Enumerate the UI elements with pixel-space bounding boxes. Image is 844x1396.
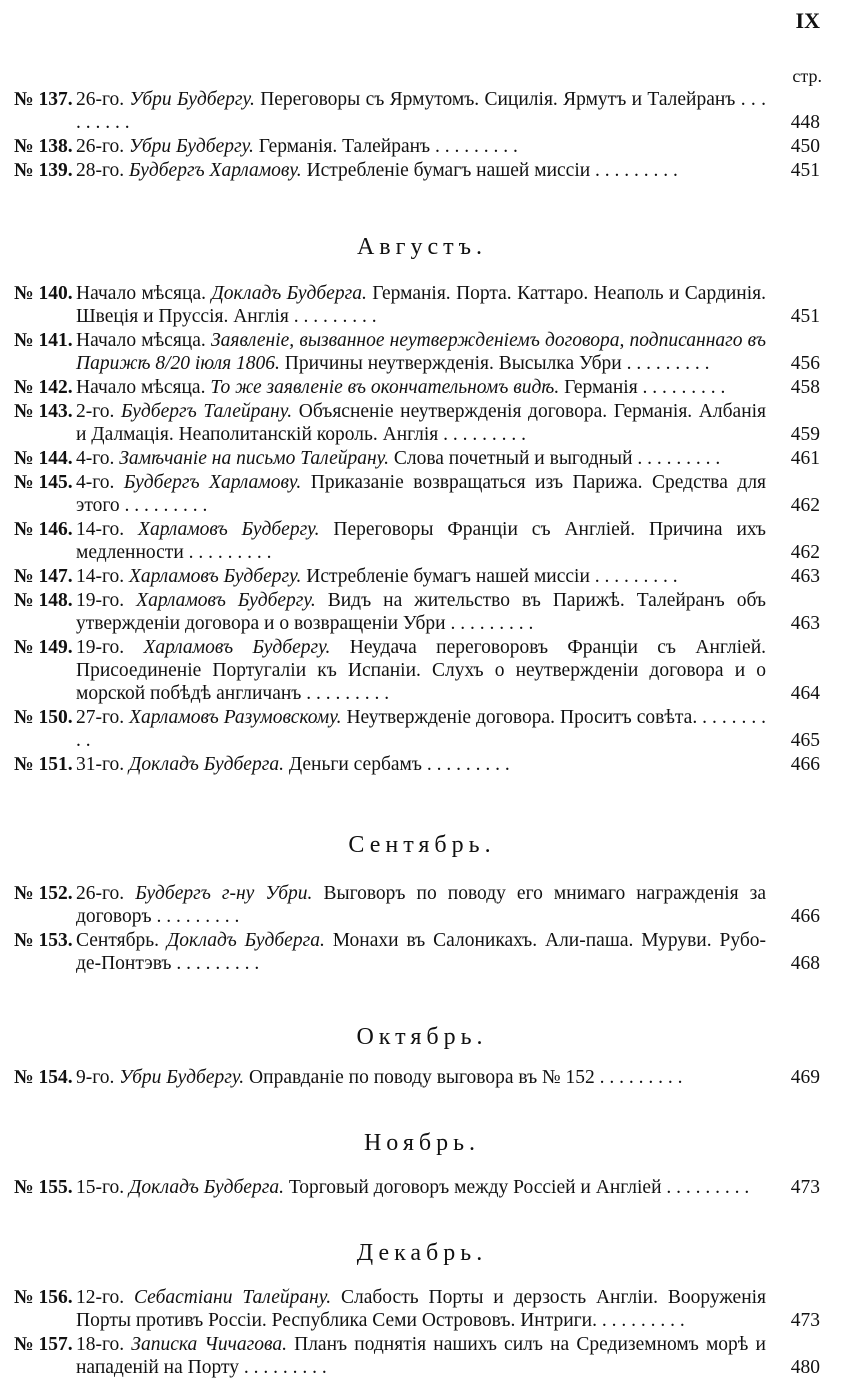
- month-heading: Сентябрь.: [348, 832, 496, 858]
- entry-date: 2-го.: [76, 401, 115, 422]
- entry-title: То же заявленіе въ окончательномъ видѣ.: [210, 377, 560, 398]
- entry-leader-dots: . . . . . . . . .: [438, 424, 527, 445]
- entry-text: Неудача переговоровъ Франціи съ Англіей. Присоединеніе Португаліи къ Испаніи. Слухъ о неутвержденіи договора и о морской побѣдѣ англичанъ: [76, 637, 767, 704]
- entry-leader-dots: . . . . . . . . .: [421, 754, 510, 775]
- entry-leader-dots: . . . . . . . . .: [119, 495, 208, 516]
- entry-text: Монахи въ Салоникахъ. Али-паша. Муруви. Рубо-де-Понтэвъ: [76, 930, 766, 974]
- entry-number: № 153.: [14, 930, 73, 951]
- entry-date: 9-го.: [76, 1067, 115, 1088]
- contents-entry: [0, 1286, 844, 1332]
- entry-text: Выговоръ по поводу его мнимаго награжденія за договоръ: [76, 883, 767, 927]
- entry-text: Истребленіе бумагъ нашей миссіи: [306, 160, 591, 181]
- entry-number: № 157.: [14, 1334, 73, 1355]
- entry-date: 19-го.: [76, 590, 125, 611]
- contents-entry: [0, 447, 844, 470]
- page-number: IX: [795, 8, 820, 33]
- entry-text: Слабость Порты и дерзость Англіи. Вооруженія Порты противъ Россіи. Республика Семи Острововъ. Интриги.: [76, 1287, 767, 1331]
- entry-date: 4-го.: [76, 472, 115, 493]
- contents-entry: [0, 753, 844, 776]
- contents-section: [0, 1176, 844, 1200]
- entry-text: Причины неутвержденія. Высылка Убри: [284, 353, 622, 374]
- entry-text: Торговый договоръ между Россіей и Англіей: [288, 1177, 662, 1198]
- entry-number: № 150.: [14, 707, 73, 728]
- entry-number: № 156.: [14, 1287, 73, 1308]
- entry-title: Харламовъ Будбергу.: [136, 590, 316, 611]
- entry-title: Будбергъ г-ну Убри.: [135, 883, 313, 904]
- entry-text: Видъ на жительство въ Парижѣ. Талейранъ объ утвержденіи договора и о возвращеніи Убри: [76, 590, 766, 634]
- month-heading: Ноябрь.: [363, 1130, 481, 1156]
- entry-page: 461: [790, 448, 820, 469]
- contents-entry: [0, 1176, 844, 1199]
- entry-text: Истребленіе бумагъ нашей миссіи: [306, 566, 590, 587]
- entry-page: 450: [790, 136, 820, 157]
- entry-text: Германія. Талейранъ: [258, 136, 431, 157]
- entry-text: Переговоры съ Ярмутомъ. Сицилія. Ярмутъ и Талейранъ: [260, 89, 736, 110]
- entry-leader-dots: . . . . . . . . .: [183, 542, 272, 563]
- entry-number: № 141.: [14, 330, 73, 351]
- entry-title: Докладъ Будберга.: [211, 283, 367, 304]
- entry-title: Убри Будбергу.: [129, 136, 254, 157]
- contents-entry: [0, 882, 844, 928]
- entry-page: 448: [790, 112, 820, 133]
- contents-entry: [0, 1333, 844, 1379]
- entry-text: Германія. Порта. Каттаро. Неаполь и Сардинія. Швеція и Пруссія. Англія: [76, 283, 767, 327]
- entry-page: 464: [790, 683, 820, 704]
- entry-leader-dots: . . . . . . . . .: [430, 136, 518, 157]
- contents-entry: [0, 135, 844, 158]
- contents-entry: [0, 565, 844, 588]
- entry-number: № 144.: [14, 448, 73, 469]
- entry-text: Деньги сербамъ: [288, 754, 422, 775]
- contents-entry: [0, 329, 844, 375]
- entry-date: 31-го.: [76, 754, 125, 775]
- entry-date: 26-го.: [76, 883, 125, 904]
- entry-number: № 151.: [14, 754, 73, 775]
- contents-section: [0, 88, 844, 183]
- entry-leader-dots: . . . . . . . . .: [76, 707, 767, 751]
- entry-page: 462: [790, 542, 820, 563]
- entry-text: Переговоры Франціи съ Англіей. Причина ихъ медленности: [76, 519, 767, 563]
- entry-leader-dots: . . . . . . . . .: [288, 306, 377, 327]
- entry-date: Сентябрь.: [76, 930, 160, 951]
- entry-number: № 149.: [14, 637, 73, 658]
- entry-leader-dots: . . . . . . . . .: [171, 953, 260, 974]
- contents-section: [0, 1286, 844, 1380]
- entry-number: № 140.: [14, 283, 73, 304]
- entry-number: № 155.: [14, 1177, 73, 1198]
- entry-text: Оправданіе по поводу выговора въ № 152: [249, 1067, 595, 1088]
- entry-date: 26-го.: [76, 89, 125, 110]
- entry-number: № 152.: [14, 883, 73, 904]
- entry-title: Докладъ Будберга.: [166, 930, 325, 951]
- entry-page: 462: [790, 495, 820, 516]
- entry-leader-dots: . . . . . . . . .: [594, 1067, 683, 1088]
- entry-title: Харламовъ Разумовскому.: [129, 707, 342, 728]
- contents-entry: [0, 929, 844, 975]
- page-column-label: стр.: [792, 66, 822, 86]
- entry-leader-dots: . . . . . . . . .: [661, 1177, 750, 1198]
- contents-entry: [0, 376, 844, 399]
- entry-date: Начало мѣсяца.: [76, 283, 206, 304]
- entry-title: Убри Будбергу.: [129, 89, 255, 110]
- entry-date: Начало мѣсяца.: [76, 330, 206, 351]
- contents-section: [0, 882, 844, 976]
- contents-entry: [0, 88, 844, 134]
- entry-text: Германія: [564, 377, 638, 398]
- entry-title: Заявленіе, вызванное неутвержденіемъ договора, подписаннаго въ Парижѣ 8/20 іюля 1806.: [76, 330, 766, 374]
- entry-page: 456: [790, 353, 820, 374]
- entry-number: № 146.: [14, 519, 73, 540]
- entry-page: 463: [790, 566, 820, 587]
- entry-date: 14-го.: [76, 566, 125, 587]
- contents-entry: [0, 471, 844, 517]
- contents-entry: [0, 159, 844, 182]
- entry-leader-dots: . . . . . . . . .: [632, 448, 721, 469]
- entry-title: Будбергъ Харламову.: [123, 472, 302, 493]
- contents-entry: [0, 636, 844, 705]
- entry-title: Харламовъ Будбергу.: [138, 519, 320, 540]
- month-heading: Декабрь.: [356, 1240, 488, 1266]
- entry-date: 27-го.: [76, 707, 125, 728]
- entry-number: № 142.: [14, 377, 73, 398]
- entry-date: 4-го.: [76, 448, 115, 469]
- entry-date: 12-го.: [76, 1287, 125, 1308]
- entry-leader-dots: . . . . . . . . .: [589, 566, 678, 587]
- entry-title: Убри Будбергу.: [119, 1067, 245, 1088]
- entry-number: № 154.: [14, 1067, 73, 1088]
- entry-page: 451: [790, 306, 820, 327]
- month-heading: Октябрь.: [356, 1024, 488, 1050]
- entry-date: 15-го.: [76, 1177, 125, 1198]
- entry-page: 480: [790, 1357, 820, 1378]
- contents-entry: [0, 1066, 844, 1089]
- entry-number: № 138.: [14, 136, 73, 157]
- entry-page: 466: [790, 754, 820, 775]
- entry-leader-dots: . . . . . . . . .: [301, 683, 390, 704]
- entry-title: Будбергъ Талейрану.: [121, 401, 293, 422]
- entry-title: Харламовъ Будбергу.: [129, 566, 302, 587]
- entry-leader-dots: . . . . . . . . .: [621, 353, 710, 374]
- entry-text: Неутвержденіе договора. Проситъ совѣта.: [346, 707, 698, 728]
- entry-title: Докладъ Будберга.: [129, 754, 284, 775]
- entry-number: № 147.: [14, 566, 73, 587]
- contents-entry: [0, 706, 844, 752]
- entry-page: 466: [790, 906, 820, 927]
- entry-title: Будбергъ Харламову.: [129, 160, 302, 181]
- entry-title: Записка Чичагова.: [131, 1334, 287, 1355]
- entry-date: 19-го.: [76, 637, 125, 658]
- entry-leader-dots: . . . . . . . . .: [590, 160, 678, 181]
- entry-date: 18-го.: [76, 1334, 125, 1355]
- entry-page: 465: [790, 730, 820, 751]
- entry-leader-dots: . . . . . . . . .: [238, 1357, 327, 1378]
- entry-number: № 139.: [14, 160, 73, 181]
- contents-entry: [0, 400, 844, 446]
- entry-page: 458: [790, 377, 820, 398]
- entry-leader-dots: . . . . . . . . .: [445, 613, 534, 634]
- entry-date: 28-го.: [76, 160, 125, 181]
- entry-leader-dots: . . . . . . . . .: [76, 89, 767, 133]
- entry-number: № 145.: [14, 472, 73, 493]
- contents-entry: [0, 518, 844, 564]
- entry-title: Харламовъ Будбергу.: [143, 637, 331, 658]
- entry-page: 473: [790, 1177, 820, 1198]
- entry-leader-dots: . . . . . . . . .: [151, 906, 240, 927]
- entry-text: Слова почетный и выгодный: [393, 448, 633, 469]
- entry-text: Объясненіе неутвержденія договора. Германія. Албанія и Далмація. Неаполитанскій король. Англія: [76, 401, 767, 445]
- entry-date: Начало мѣсяца.: [76, 377, 206, 398]
- entry-title: Себастіани Талейрану.: [134, 1287, 332, 1308]
- entry-date: 14-го.: [76, 519, 125, 540]
- contents-entry: [0, 282, 844, 328]
- entry-leader-dots: . . . . . . . . .: [637, 377, 726, 398]
- contents-section: [0, 1066, 844, 1090]
- entry-leader-dots: . . . . . . . . .: [596, 1310, 685, 1331]
- entry-date: 26-го.: [76, 136, 125, 157]
- entry-number: № 148.: [14, 590, 73, 611]
- entry-title: Замѣчаніе на письмо Талейрану.: [119, 448, 389, 469]
- entry-text: Приказаніе возвращаться изъ Парижа. Средства для этого: [76, 472, 767, 516]
- entry-number: № 137.: [14, 89, 73, 110]
- entry-text: Планъ поднятія нашихъ силъ на Средиземномъ морѣ и нападеній на Порту: [76, 1334, 766, 1378]
- contents-entry: [0, 589, 844, 635]
- month-heading: Августъ.: [356, 234, 488, 260]
- entry-page: 469: [790, 1067, 820, 1088]
- entry-page: 459: [790, 424, 820, 445]
- entry-title: Докладъ Будберга.: [129, 1177, 284, 1198]
- entry-number: № 143.: [14, 401, 73, 422]
- entry-page: 468: [790, 953, 820, 974]
- entry-page: 473: [790, 1310, 820, 1331]
- entry-page: 451: [790, 160, 820, 181]
- entry-page: 463: [790, 613, 820, 634]
- contents-section: [0, 282, 844, 777]
